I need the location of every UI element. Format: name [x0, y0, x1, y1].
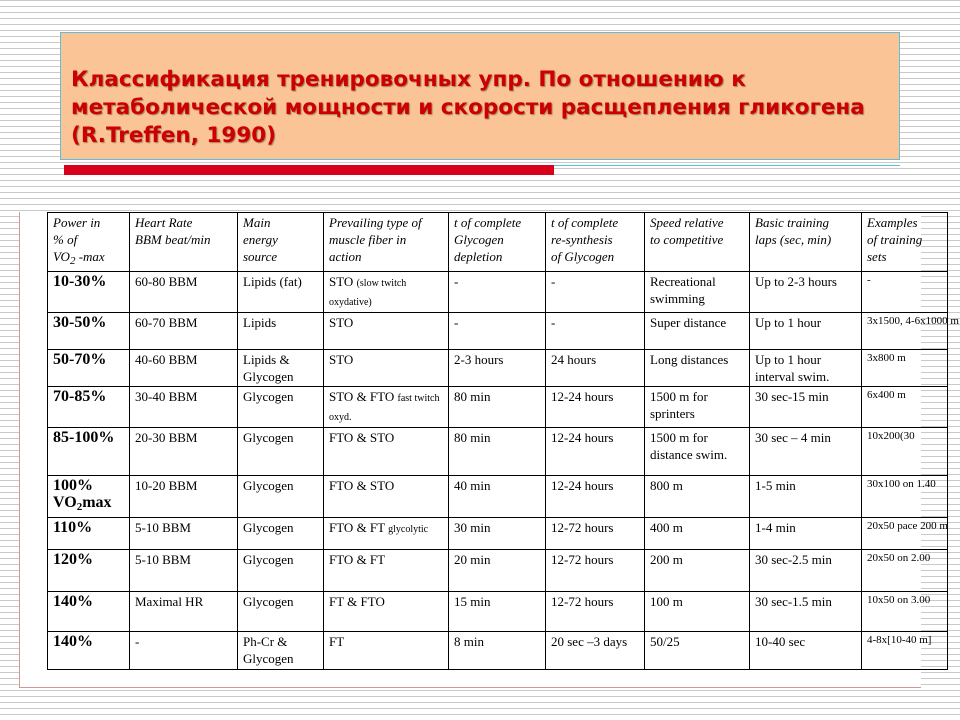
cell-power: 85-100% — [48, 428, 130, 476]
cell-power: 140% — [48, 632, 130, 670]
cell-laps: 1-5 min — [750, 476, 862, 518]
cell-heart-rate: 60-80 BBM — [130, 272, 238, 313]
cell-resynthesis: 12-24 hours — [546, 428, 645, 476]
cell-energy-source: Glycogen — [238, 387, 324, 428]
cell-laps: Up to 1 hour interval swim. — [750, 350, 862, 387]
cell-depletion: 80 min — [449, 387, 546, 428]
cell-depletion: 30 min — [449, 518, 546, 550]
cell-speed: 800 m — [645, 476, 750, 518]
header-laps: Basic training laps (sec, min) — [750, 213, 862, 272]
cell-heart-rate: Maximal HR — [130, 592, 238, 632]
cell-energy-source: Glycogen — [238, 592, 324, 632]
cell-depletion: - — [449, 272, 546, 313]
cell-examples: 4-8x[10-40 m] — [862, 632, 948, 670]
cell-resynthesis: 24 hours — [546, 350, 645, 387]
cell-examples: - — [862, 272, 948, 313]
cell-depletion: 8 min — [449, 632, 546, 670]
cell-laps: 30 sec – 4 min — [750, 428, 862, 476]
cell-speed: 200 m — [645, 550, 750, 592]
cell-power: 120% — [48, 550, 130, 592]
cell-fiber-type: FT — [324, 632, 449, 670]
title-underline-thin — [554, 165, 900, 166]
cell-energy-source: Glycogen — [238, 550, 324, 592]
cell-laps: 1-4 min — [750, 518, 862, 550]
cell-fiber-type: FTO & STO — [324, 476, 449, 518]
cell-power: 100% $VO_2\max$ — [48, 476, 130, 518]
table-row — [48, 550, 948, 592]
table-row — [48, 272, 948, 313]
cell-examples: 20x50 pace 200 m — [862, 518, 948, 550]
header-fiber: Prevailing type of muscle fiber in action — [324, 213, 449, 272]
cell-examples: 10x50 on 3.00 — [862, 592, 948, 632]
table-row — [48, 476, 948, 518]
table-row — [48, 518, 948, 550]
cell-power: 140% — [48, 592, 130, 632]
header-speed: Speed relative to competitive — [645, 213, 750, 272]
cell-resynthesis: 12-72 hours — [546, 592, 645, 632]
header-depletion: t of complete Glycogen depletion — [449, 213, 546, 272]
cell-fiber-type: STO — [324, 350, 449, 387]
table-row — [48, 350, 948, 387]
cell-speed: Long distances — [645, 350, 750, 387]
cell-heart-rate: 20-30 BBM — [130, 428, 238, 476]
cell-power: 70-85% — [48, 387, 130, 428]
training-classification-table — [47, 212, 959, 670]
cell-examples: 20x50 on 2.00 — [862, 550, 948, 592]
cell-examples: 3x800 m — [862, 350, 948, 387]
cell-energy-source: Lipids (fat) — [238, 272, 324, 313]
cell-speed: Super distance — [645, 313, 750, 350]
cell-laps: Up to 2-3 hours — [750, 272, 862, 313]
cell-depletion: 15 min — [449, 592, 546, 632]
cell-laps: Up to 1 hour — [750, 313, 862, 350]
header-resynthesis: t of complete re-synthesis of Glycogen — [546, 213, 645, 272]
cell-resynthesis: 20 sec –3 days — [546, 632, 645, 670]
cell-examples: 3x1500, 4-6x1000 m — [862, 313, 948, 350]
fiber-note: fast twitch oxyd. — [329, 393, 440, 423]
cell-fiber-type: STO (slow twitch oxydative) — [324, 272, 449, 313]
cell-energy-source: Glycogen — [238, 428, 324, 476]
cell-fiber-type: FTO & STO — [324, 428, 449, 476]
fiber-note: (slow twitch oxydative) — [329, 278, 407, 308]
header-examples: Examples of training sets — [862, 213, 948, 272]
title-underline — [64, 165, 554, 175]
cell-examples: 30x100 on 1.40 — [862, 476, 948, 518]
cell-energy-source: Glycogen — [238, 518, 324, 550]
cell-fiber-type: FT & FTO — [324, 592, 449, 632]
cell-examples: 10x200(30 — [862, 428, 948, 476]
cell-depletion: 40 min — [449, 476, 546, 518]
cell-energy-source: Ph-Cr & Glycogen — [238, 632, 324, 670]
cell-depletion: 80 min — [449, 428, 546, 476]
header-source: Main energy source — [238, 213, 324, 272]
cell-speed: Recreational swimming — [645, 272, 750, 313]
cell-energy-source: Glycogen — [238, 476, 324, 518]
cell-fiber-type: FTO & FT — [324, 550, 449, 592]
cell-heart-rate: 5-10 BBM — [130, 550, 238, 592]
cell-resynthesis: 12-24 hours — [546, 387, 645, 428]
slide-title: Классификация тренировочных упр. По отношению к метаболической мощности и скорости расщепления гликогена (R.Treffen, 1990) — [71, 67, 865, 148]
cell-depletion: 2-3 hours — [449, 350, 546, 387]
cell-speed: 50/25 — [645, 632, 750, 670]
cell-laps: 30 sec-15 min — [750, 387, 862, 428]
cell-energy-source: Lipids — [238, 313, 324, 350]
cell-fiber-type: FTO & FT glycolytic — [324, 518, 449, 550]
table-row — [48, 592, 948, 632]
cell-speed: 400 m — [645, 518, 750, 550]
cell-fiber-type: STO & FTO fast twitch oxyd. — [324, 387, 449, 428]
cell-speed: 1500 m for sprinters — [645, 387, 750, 428]
header-row — [48, 213, 948, 272]
cell-energy-source: Lipids & Glycogen — [238, 350, 324, 387]
cell-power: 30-50% — [48, 313, 130, 350]
table-row — [48, 313, 948, 350]
cell-heart-rate: 5-10 BBM — [130, 518, 238, 550]
cell-power: 50-70% — [48, 350, 130, 387]
cell-resynthesis: 12-72 hours — [546, 518, 645, 550]
title-box — [60, 32, 900, 160]
cell-resynthesis: 12-24 hours — [546, 476, 645, 518]
cell-examples: 6x400 m — [862, 387, 948, 428]
cell-depletion: 20 min — [449, 550, 546, 592]
cell-laps: 30 sec-2.5 min — [750, 550, 862, 592]
cell-heart-rate: 30-40 BBM — [130, 387, 238, 428]
table-frame — [19, 212, 959, 688]
table-row — [48, 632, 948, 670]
cell-laps: 30 sec-1.5 min — [750, 592, 862, 632]
cell-heart-rate: 10-20 BBM — [130, 476, 238, 518]
header-power: Power in % of $VO_2$ -max — [48, 213, 130, 272]
cell-resynthesis: - — [546, 313, 645, 350]
table-row — [48, 428, 948, 476]
fiber-note: glycolytic — [388, 524, 429, 535]
header-hr: Heart Rate BBM beat/min — [130, 213, 238, 272]
cell-power: 110% — [48, 518, 130, 550]
cell-resynthesis: - — [546, 272, 645, 313]
cell-depletion: - — [449, 313, 546, 350]
cell-resynthesis: 12-72 hours — [546, 550, 645, 592]
cell-power: 10-30% — [48, 272, 130, 313]
table-row — [48, 387, 948, 428]
cell-speed: 100 m — [645, 592, 750, 632]
cell-heart-rate: - — [130, 632, 238, 670]
cell-heart-rate: 60-70 BBM — [130, 313, 238, 350]
cell-heart-rate: 40-60 BBM — [130, 350, 238, 387]
cell-fiber-type: STO — [324, 313, 449, 350]
cell-speed: 1500 m for distance swim. — [645, 428, 750, 476]
cell-laps: 10-40 sec — [750, 632, 862, 670]
